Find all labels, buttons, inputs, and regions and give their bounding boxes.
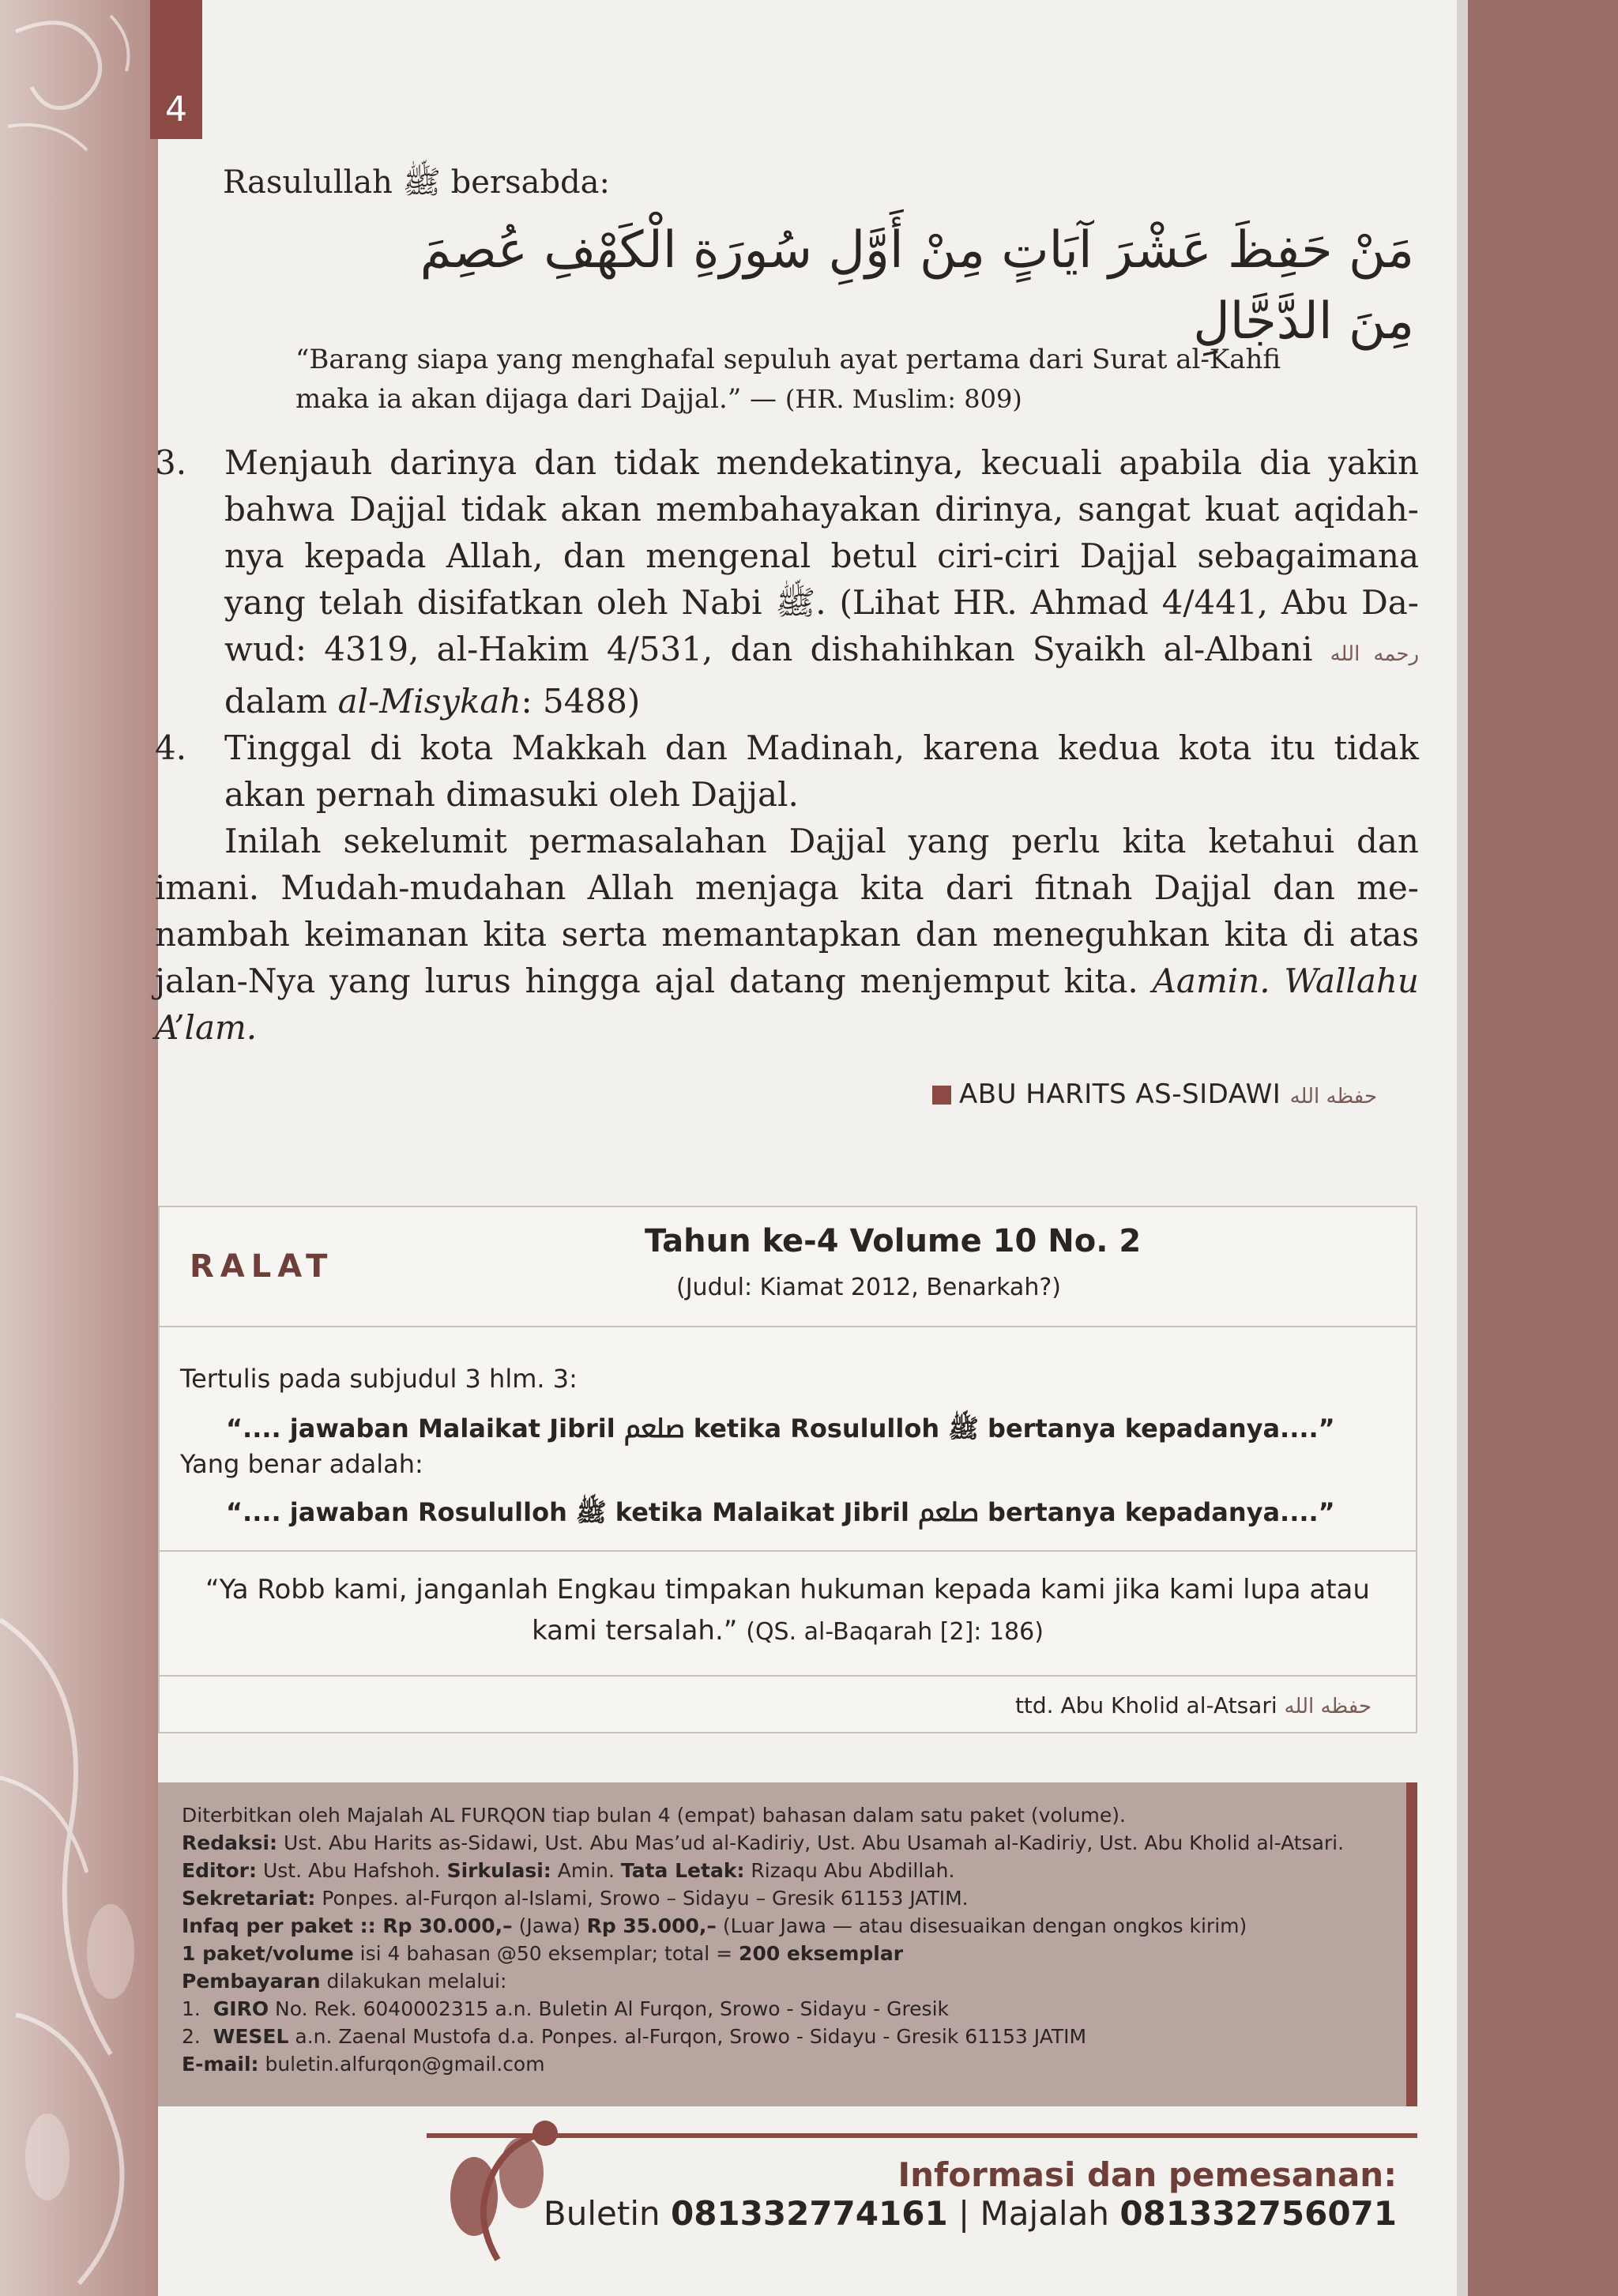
ralat-divider xyxy=(160,1675,1416,1677)
list-item xyxy=(155,439,1419,725)
email-link[interactable]: buletin.alfurqon@gmail.com xyxy=(265,2053,545,2076)
hadith-arabic: مَنْ حَفِظَ عَشْرَ آيَاتٍ مِنْ أَوَّلِ سُورَةِ الْكَهْفِ عُصِمَ مِنَ الدَّجَّالِ xyxy=(420,221,1414,351)
ralat-prayer-text: “Ya Robb kami, janganlah Engkau timpakan hukuman kepada kami jika kami lupa atau kami tersalah.” xyxy=(205,1574,1370,1647)
ralat-title: RALAT xyxy=(190,1248,334,1285)
imprint-redaksi: Redaksi: Ust. Abu Harits as-Sidawi, Ust. Abu Mas’ud al-Kadiriy, Ust. Abu Usamah al-Kadiriy, Ust. Abu Kholid al-Atsari. Editor: Ust. Abu Hafshoh. Sirkulasi: Amin. Tata Letak: Rizaqu Abu Abdillah. xyxy=(182,1831,1345,1882)
left-decorative-band xyxy=(0,0,158,2296)
buletin-label: Buletin xyxy=(543,2194,660,2233)
list-item-text-c: : 5488) xyxy=(521,682,641,721)
hadith-translation xyxy=(295,340,1417,419)
hadith-translation-line-1: “Barang siapa yang menghafal sepuluh ayat pertama dari Surat al-Kahfi xyxy=(295,344,1281,375)
floral-ornament-top-icon xyxy=(0,0,158,237)
ralat-box xyxy=(158,1206,1417,1733)
imprint-infaq: Infaq per paket :: Rp 30.000,– (Jawa) Rp 35.000,– (Luar Jawa — atau disesuaikan dengan ongkos kirim) xyxy=(182,1914,1247,1937)
ralat-heading: Tahun ke-4 Volume 10 No. 2 xyxy=(645,1223,1142,1259)
imprint-box xyxy=(158,1782,1417,2106)
hadith-intro: Rasulullah ﷺ bersabda: xyxy=(223,164,610,201)
phone-separator: | xyxy=(958,2194,970,2233)
closing-paragraph xyxy=(155,818,1419,1051)
page-number: 4 xyxy=(150,0,202,139)
order-info xyxy=(427,2133,1417,2241)
ralat-correct-label: Yang benar adalah: xyxy=(180,1449,423,1479)
majalah-label: Majalah xyxy=(980,2194,1109,2233)
imprint-line: Diterbitkan oleh Majalah AL FURQON tiap bulan 4 (empat) bahasan dalam satu paket (volume). xyxy=(182,1804,1126,1827)
ralat-divider xyxy=(160,1550,1416,1552)
majalah-phone[interactable]: 081332756071 xyxy=(1119,2194,1397,2233)
hadith-translation-line-2: maka ia akan dijaga dari Dajjal.” — (HR. Muslim: 809) xyxy=(295,383,1022,415)
ralat-correct-quote: “.... jawaban Rosululloh ﷺ ketika Malaikat Jibril ﷵ bertanya kepadanya....” xyxy=(226,1497,1335,1527)
imprint-paket: 1 paket/volume isi 4 bahasan @50 eksemplar; total = 200 eksemplar xyxy=(182,1942,904,1965)
author-honorific: حفظه الله xyxy=(1289,1085,1378,1108)
ralat-written-quote: “.... jawaban Malaikat Jibril ﷵ ketika Rosululloh ﷺ bertanya kepadanya....” xyxy=(226,1413,1335,1443)
book-title: al-Misykah xyxy=(337,682,521,721)
order-phones xyxy=(427,2194,1417,2233)
ralat-prayer xyxy=(191,1569,1384,1653)
list-item-text-b: dalam xyxy=(224,682,328,721)
right-decorative-band xyxy=(1468,0,1618,2296)
imprint-pembayaran: Pembayaran dilakukan melalui: xyxy=(182,1970,507,1993)
ralat-subheading: (Judul: Kiamat 2012, Benarkah?) xyxy=(676,1274,1061,1301)
square-bullet-icon xyxy=(932,1086,951,1105)
imprint-email: E-mail: buletin.alfurqon@gmail.com xyxy=(182,2053,545,2076)
buletin-phone[interactable]: 081332774161 xyxy=(670,2194,948,2233)
list-item-number: 4. xyxy=(155,728,187,767)
list-item xyxy=(155,725,1419,818)
right-band-edge xyxy=(1457,0,1468,2296)
list-item-number: 3. xyxy=(155,443,187,482)
closing-text: Inilah sekelumit permasalahan Dajjal yang perlu kita ketahui dan imani. Mudah-mudahan Allah menjaga kita dari fitnah Dajjal dan menambah keimanan kita serta memantapkan dan meneguhkan kita di atas jalan-Nya yang lurus hingga ajal datang menjemput kita. xyxy=(155,822,1419,1000)
floral-ornament-bottom-icon xyxy=(0,1541,158,2291)
ralat-prayer-source: (QS. al-Baqarah [2]: 186) xyxy=(746,1618,1044,1646)
ralat-divider xyxy=(160,1326,1416,1327)
list-item-text: Tinggal di kota Makkah dan Madinah, karena kedua kota itu tidak akan pernah dimasuki oleh Dajjal. xyxy=(224,728,1419,814)
ralat-signature xyxy=(1015,1692,1372,1718)
author-name: ABU HARITS AS-SIDAWI xyxy=(959,1078,1281,1110)
ralat-signature-text: ttd. Abu Kholid al-Atsari xyxy=(1014,1692,1277,1718)
list-item-text: Menjauh darinya dan tidak mendekatinya, kecuali apabila dia yakin bahwa Dajjal tidak akan membahayakan dirinya, sangat kuat aqidahnya kepada Allah, dan mengenal betul ciri-ciri Dajjal sebagaimana yang telah disifatkan oleh Nabi ﷺ. (Lihat HR. Ahmad 4/441, Abu Dawud: 4319, al-Hakim 4/531, dan dishahihkan Syaikh al-Albani xyxy=(224,443,1419,668)
ralat-written-label: Tertulis pada subjudul 3 hlm. 3: xyxy=(180,1364,578,1394)
imprint-wesel: 2. WESEL a.n. Zaenal Mustofa d.a. Ponpes. al-Furqon, Srowo - Sidayu - Gresik 61153 JATIM xyxy=(182,2025,1087,2048)
order-title: Informasi dan pemesanan: xyxy=(897,2155,1397,2194)
ralat-signature-honor: حفظه الله xyxy=(1284,1695,1372,1718)
closing-italic: Aamin. Wallahu A’lam. xyxy=(155,962,1419,1047)
numbered-list xyxy=(155,439,1419,818)
imprint-sekretariat: Sekretariat: Ponpes. al-Furqon al-Islami, Srowo – Sidayu – Gresik 61153 JATIM. xyxy=(182,1887,969,1910)
hadith-source: (HR. Muslim: 809) xyxy=(785,384,1022,414)
author-credit xyxy=(932,1078,1377,1110)
imprint-giro: 1. GIRO No. Rek. 6040002315 a.n. Buletin Al Furqon, Srowo - Sidayu - Gresik xyxy=(182,1997,950,2020)
honorific-albani: رحمه الله xyxy=(1330,642,1419,666)
